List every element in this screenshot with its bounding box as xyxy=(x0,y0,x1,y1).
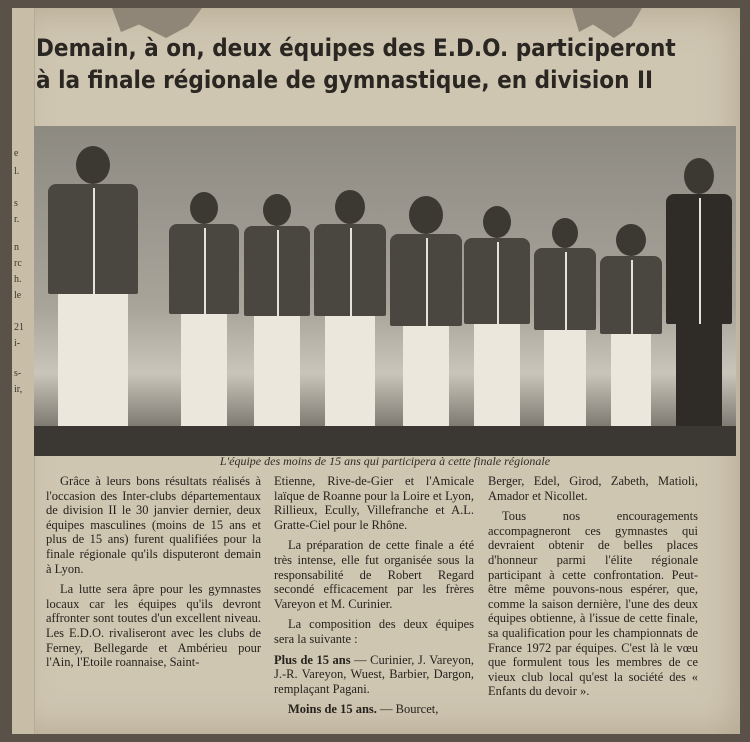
article-column-3 xyxy=(488,474,698,705)
photo-floor xyxy=(34,426,736,456)
paragraph: Berger, Edel, Girod, Zabeth, Matioli, Amador et Nicollet. xyxy=(488,474,698,503)
headline-line-1: Demain, à on, deux équipes des E.D.O. participeront xyxy=(36,34,676,62)
side-fragment: r. xyxy=(14,214,20,225)
side-fragment: s- xyxy=(14,368,22,379)
paragraph: La composition des deux équipes sera la suivante : xyxy=(274,617,474,646)
side-fragment: 21 xyxy=(14,322,24,333)
paragraph: La préparation de cette finale a été très intense, elle fut organisée sous la responsabilité de Robert Regard secondé efficacement par les frères Vareyon et M. Curinier. xyxy=(274,538,474,611)
side-fragment: l. xyxy=(14,166,20,177)
team-under-15 xyxy=(274,702,474,717)
article-column-1 xyxy=(46,474,261,676)
headline-line-2: à la finale régionale de gymnastique, en division II xyxy=(36,66,654,94)
side-fragment: n xyxy=(14,242,19,253)
team-over-15-members: — Curinier, J. Vareyon, J.-R. Vareyon, Wuest, Barbier, Dargon, remplaçant Pagani. xyxy=(274,652,474,696)
person-figure xyxy=(48,146,138,434)
person-figure xyxy=(244,194,310,434)
person-figure xyxy=(390,196,462,434)
adjacent-column-strip xyxy=(12,8,35,734)
side-fragment: ir, xyxy=(14,384,23,395)
team-over-15 xyxy=(274,653,474,697)
newspaper-clipping xyxy=(12,8,740,734)
paragraph: Tous nos encouragements accompagneront ces gymnastes qui devraient obtenir de belles places d'honneur parmi l'élite régionale participant à cette confrontation. Peut-être même pouvons-nous espérer, que, comme la saison dernière, l'une des deux équipes obtienne, à l'issue de cette finale, sa qualification pour les championnats de France 1972 par équipes. C'est là le vœu que formulent tous les membres de ce vieux club local qu'est la société des « Enfants du devoir ». xyxy=(488,509,698,699)
headline xyxy=(36,32,676,96)
person-figure xyxy=(314,190,386,434)
side-fragment: le xyxy=(14,290,22,301)
side-fragment: h. xyxy=(14,274,22,285)
paragraph: Etienne, Rive-de-Gier et l'Amicale laïque de Roanne pour la Loire et Lyon, Rillieux, Ecully, Villefranche et A.L. Gratte-Ciel pour le Rhône. xyxy=(274,474,474,532)
person-figure xyxy=(666,158,732,434)
person-figure xyxy=(600,224,662,434)
side-fragment: i- xyxy=(14,338,21,349)
article-column-2 xyxy=(274,474,474,723)
team-photo xyxy=(34,126,736,456)
person-figure xyxy=(534,218,596,434)
team-under-15-members: — Bourcet, xyxy=(376,702,439,717)
person-figure xyxy=(464,206,530,434)
paragraph: Grâce à leurs bons résultats réalisés à l'occasion des Inter-clubs départementaux de division II le 30 janvier dernier, deux équipes masculines (moins de 15 ans et plus de 15 ans) furent qualifiées pour la finale régionale qu'ils disputeront demain à Lyon. xyxy=(46,474,261,576)
side-fragment: s xyxy=(14,198,18,209)
paragraph: La lutte sera âpre pour les gymnastes locaux car les équipes qu'ils devront affronter sont toutes d'un excellent niveau. Les E.D.O. rivaliseront avec les clubs de Ferney, Bellegarde et Ambérieu pour l'Ain, l'Etoile roannaise, Saint- xyxy=(46,582,261,670)
photo-caption: L'équipe des moins de 15 ans qui participera à cette finale régionale xyxy=(219,454,551,468)
side-fragment: e xyxy=(14,148,19,159)
team-under-15-label: Moins de 15 ans. xyxy=(288,702,377,717)
person-figure xyxy=(169,192,239,434)
team-over-15-label: Plus de 15 ans xyxy=(274,652,351,667)
side-fragment: rc xyxy=(14,258,22,269)
